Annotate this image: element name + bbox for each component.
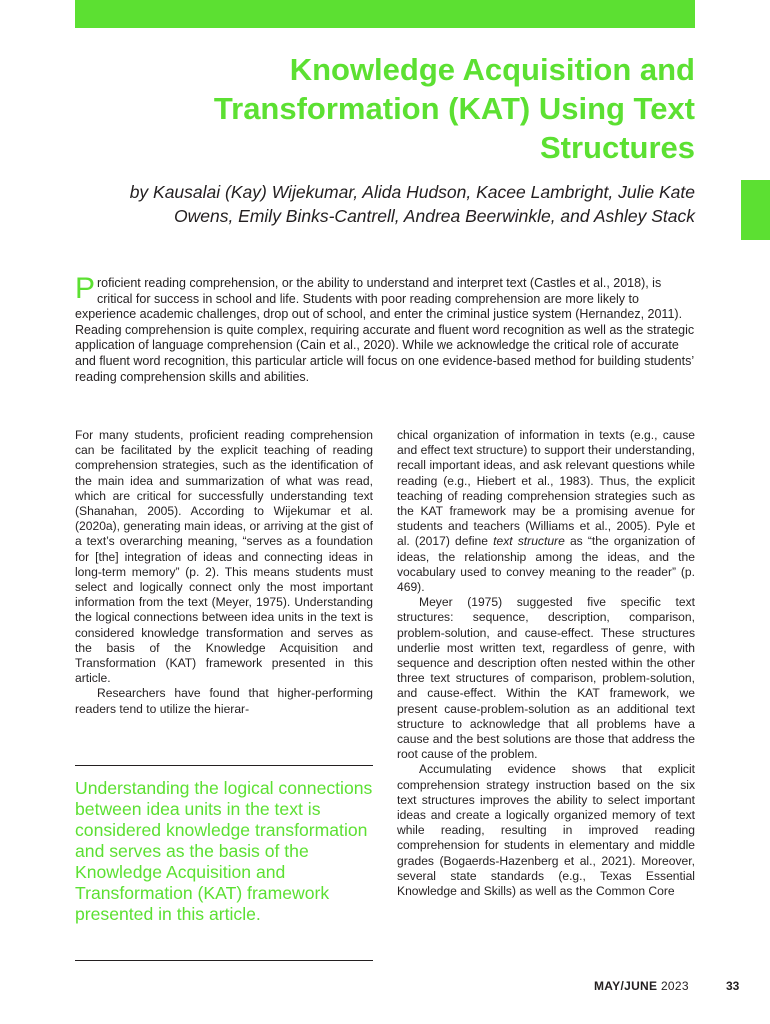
- right-column: [397, 428, 695, 899]
- top-accent-bar: [75, 0, 695, 28]
- left-column: [75, 428, 373, 717]
- pullquote: Understanding the logical connections between idea units in the text is considered knowledge transformation and serves as the basis of the Knowledge Acquisition and Transformation (KAT) framework presented in this article.: [75, 778, 373, 924]
- intro-text: roficient reading comprehension, or the ability to understand and interpret text (Castles et al., 2018), is critical for success in school and life. Students with poor reading comprehension are more likely to experience academic challenges, drop out of school, and enter the criminal justice system (Hernandez, 2011). Reading comprehension is quite complex, requiring accurate and fluent word recognition as well as the strategic application of language comprehension (Cain et al., 2020). While we acknowledge the critical role of accurate and fluent word recognition, this particular article will focus on one evidence-based method for building students’ reading comprehension skills and abilities.: [75, 276, 695, 384]
- intro-paragraph: [75, 272, 695, 385]
- article-authors: by Kausalai (Kay) Wijekumar, Alida Hudson, Kacee Lambright, Julie Kate Owens, Emily Binks-Cantrell, Andrea Beerwinkle, and Ashley Stack: [129, 182, 695, 226]
- pullquote-bottom-rule: [75, 960, 373, 961]
- article-title: Knowledge Acquisition and Transformation (KAT) Using Text Structures: [213, 52, 695, 165]
- issue-date: [594, 979, 689, 993]
- right-paragraph-1-part-a: chical organization of information in texts (e.g., cause and effect text structure) to support their understanding, recall important ideas, and ask relevant questions while reading (e.g., Hiebert et al., 1983). Thus, the explicit teaching of reading comprehension strategies such as the KAT framework may be a promising avenue for students and teachers (Williams et al., 2005). Pyle et al. (2017) define: [397, 428, 695, 549]
- left-paragraph-1: For many students, proficient reading comprehension can be facilitated by the explicit teaching of reading comprehension strategies, such as the identification of the main idea and summarization of what was read, which are critical for successfully understanding text (Shanahan, 2005). According to Wijekumar et al. (2020a), generating main ideas, or arriving at the gist of a text’s overarching meaning, “serves as a foundation for [the] integration of ideas and connecting ideas in long-term memory” (p. 2). This means students must select and logically connect only the most important information from the text (Meyer, 1975). Understanding the logical connections between idea units in the text is considered knowledge transformation and serves as the basis of the Knowledge Acquisition and Transformation (KAT) framework presented in this article.: [75, 428, 373, 686]
- right-paragraph-2: Meyer (1975) suggested five specific text structures: sequence, description, comparison, problem-solution, and cause-effect. These structures underlie most written text, regardless of genre, with sequence and description often nested within the other three text structures of comparison, problem-solution, and cause-effect. Within the KAT framework, we present cause-problem-solution as an additional text structure to acknowledge that all problems have a cause and the best solutions are those that address the root cause of the problem.: [397, 595, 695, 762]
- drop-cap: P: [75, 272, 96, 305]
- right-paragraph-1-part-b: as “the organization of ideas, the relationship among the ideas, and the vocabulary used to convey meaning to the reader” (p. 469).: [397, 534, 695, 595]
- side-accent-tab: [741, 180, 770, 240]
- right-paragraph-3: Accumulating evidence shows that explicit comprehension strategy instruction based on the six text structures improves the ability to select important ideas and create a logically organized memory of text while reading, resulting in improved reading comprehension for students in elementary and middle grades (Bogaerds-Hazenberg et al., 2021). Moreover, several state standards (e.g., Texas Essential Knowledge and Skills) as well as the Common Core: [397, 762, 695, 899]
- issue-month: MAY/JUNE: [594, 979, 658, 993]
- pullquote-top-rule: [75, 765, 373, 766]
- page-number: 33: [726, 979, 740, 993]
- right-paragraph-1: [397, 428, 695, 595]
- text-structure-term: text structure: [493, 534, 565, 549]
- left-paragraph-2: Researchers have found that higher-performing readers tend to utilize the hierar-: [75, 686, 373, 716]
- issue-year: 2023: [660, 979, 689, 993]
